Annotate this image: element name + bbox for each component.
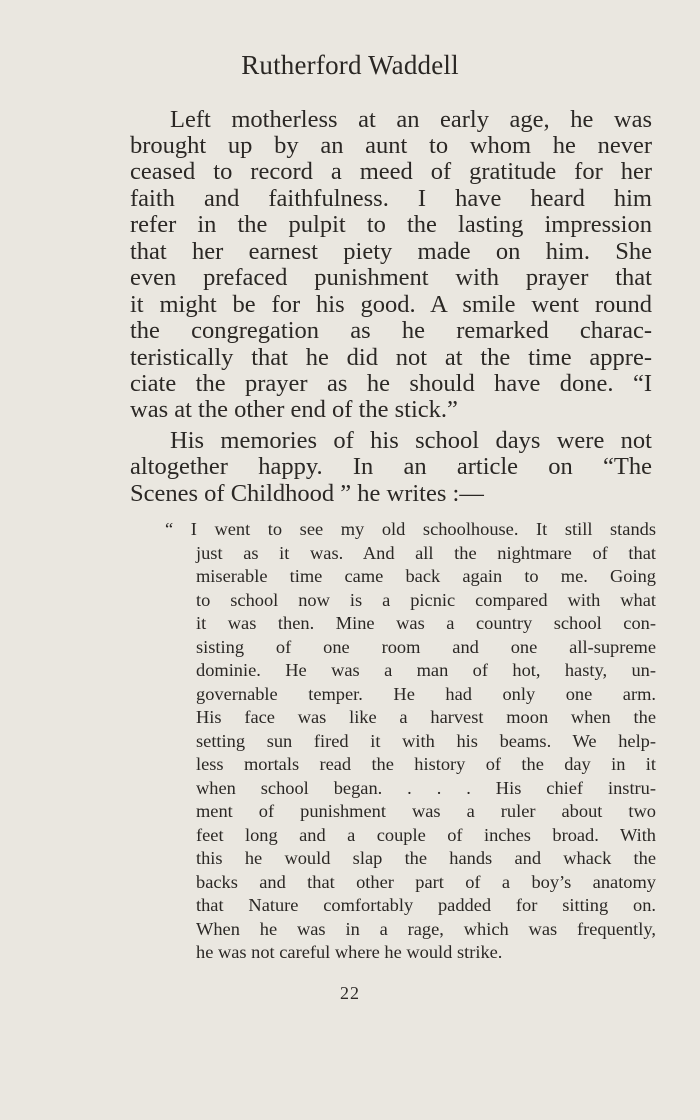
quote-line: when school began. . . . His chief instru-	[196, 778, 656, 798]
page-number: 22	[340, 983, 360, 1003]
text-line: faith and faithfulness. I have heard him	[130, 185, 652, 212]
text-line: His memories of his school days were not	[170, 427, 652, 454]
quote-line: to school now is a picnic compared with what	[196, 590, 656, 610]
text-line: Left motherless at an early age, he was	[170, 106, 652, 133]
text-line: ceased to record a meed of gratitude for her	[130, 158, 652, 185]
quote-line: miserable time came back again to me. Going	[196, 566, 656, 586]
quote-line: backs and that other part of a boy’s anatomy	[196, 872, 656, 892]
text-line: that her earnest piety made on him. She	[130, 238, 652, 265]
text-line: altogether happy. In an article on “The	[130, 453, 652, 480]
text-line: it might be for his good. A smile went round	[130, 291, 652, 318]
text-line: ciate the prayer as he should have done. “I	[130, 370, 652, 397]
quote-line: that Nature comfortably padded for sitting on.	[196, 895, 656, 915]
quote-line: His face was like a harvest moon when the	[196, 707, 656, 727]
quote-line: When he was in a rage, which was frequently,	[196, 919, 656, 939]
quote-line: it was then. Mine was a country school con-	[196, 613, 656, 633]
running-head: Rutherford Waddell	[241, 50, 459, 80]
quote-line: ment of punishment was a ruler about two	[196, 801, 656, 821]
quote-line: “ I went to see my old schoolhouse. It still stands	[165, 519, 656, 539]
quote-line: setting sun fired it with his beams. We help-	[196, 731, 656, 751]
quote-line: he was not careful where he would strike.	[196, 942, 503, 962]
quote-line: less mortals read the history of the day in it	[196, 754, 656, 774]
quote-line: governable temper. He had only one arm.	[196, 684, 656, 704]
text-line: was at the other end of the stick.”	[130, 396, 458, 423]
text-line: the congregation as he remarked charac-	[130, 317, 652, 344]
quote-line: this he would slap the hands and whack the	[196, 848, 656, 868]
quote-line: feet long and a couple of inches broad. With	[196, 825, 656, 845]
text-line: refer in the pulpit to the lasting impression	[130, 211, 652, 238]
quote-line: sisting of one room and one all-supreme	[196, 637, 656, 657]
quote-line: just as it was. And all the nightmare of that	[196, 543, 656, 563]
text-line: even prefaced punishment with prayer that	[130, 264, 652, 291]
quote-line: dominie. He was a man of hot, hasty, un-	[196, 660, 656, 680]
text-line: teristically that he did not at the time appre-	[130, 344, 652, 371]
text-line: Scenes of Childhood ” he writes :—	[130, 480, 484, 507]
text-line: brought up by an aunt to whom he never	[130, 132, 652, 159]
